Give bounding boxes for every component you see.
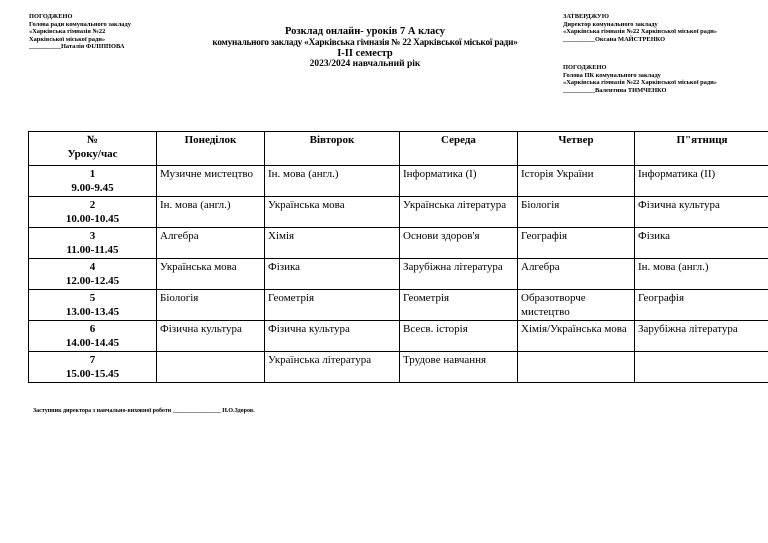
header-num-symbol: №: [86, 134, 99, 146]
approval-left-heading: ПОГОДЖЕНО: [29, 13, 73, 20]
table-cell: [635, 352, 768, 383]
approval-left-position: Голова ради комунального закладу: [29, 20, 131, 28]
table-header-row: [29, 132, 768, 166]
table-cell: Фізика: [635, 228, 768, 259]
title-line-1: Розклад онлайн- уроків 7 А класу: [284, 26, 446, 37]
approval-right-signature: __________Оксана МАЙСТРЕНКО: [563, 35, 666, 43]
table-row: [29, 259, 768, 290]
approval-left-signature: __________Наталія ФІЛІППОВА: [29, 43, 125, 51]
table-cell: [518, 352, 635, 383]
lesson-number: 2: [89, 199, 96, 211]
lesson-number-cell: [29, 166, 157, 197]
lesson-number-cell: [29, 228, 157, 259]
table-cell: Біологія: [518, 197, 635, 228]
lesson-number: 6: [89, 323, 96, 335]
header-monday: Понеділок: [157, 132, 265, 166]
lesson-time: 12.00-12.45: [65, 275, 120, 287]
lesson-time: 9.00-9.45: [71, 182, 114, 194]
table-row: [29, 166, 768, 197]
table-row: [29, 228, 768, 259]
table-cell: Зарубіжна література: [400, 259, 518, 290]
table-cell: Геометрія: [265, 290, 400, 321]
table-cell: Музичне мистецтво: [157, 166, 265, 197]
title-line-4: 2023/2024 навчальний рік: [309, 59, 421, 69]
lesson-number: 4: [89, 261, 96, 273]
approval-right-position: Директор комунального закладу: [563, 20, 658, 28]
header-num-label: Уроку/час: [67, 148, 118, 160]
table-cell: Ін. мова (англ.): [635, 259, 768, 290]
approval-right-institution: «Харківська гімназія №22 Харківської міської ради»: [563, 28, 717, 36]
lesson-time: 14.00-14.45: [65, 337, 120, 349]
lesson-number: 1: [89, 168, 96, 180]
header-friday: П"ятниця: [635, 132, 768, 166]
approval-right-block: [563, 13, 717, 43]
header-lesson-number: [29, 132, 157, 166]
lesson-time: 11.00-11.45: [66, 244, 119, 256]
table-cell: Інформатика (ІІ): [635, 166, 768, 197]
table-row: [29, 352, 768, 383]
table-cell: Фізична культура: [265, 321, 400, 352]
table-cell: Алгебра: [518, 259, 635, 290]
lesson-time: 13.00-13.45: [65, 306, 120, 318]
approval-left-institution: «Харківська гімназія №22: [29, 28, 106, 36]
header-thursday: Четвер: [518, 132, 635, 166]
lesson-number-cell: [29, 290, 157, 321]
table-cell: Фізична культура: [157, 321, 265, 352]
header-tuesday: Вівторок: [265, 132, 400, 166]
lesson-number: 3: [89, 230, 96, 242]
table-row: [29, 321, 768, 352]
deputy-director-signature: Заступник директора з навчально-виховної роботи ________________ Н.О.Здоров.: [33, 408, 255, 414]
table-cell: Історія України: [518, 166, 635, 197]
lesson-number-cell: [29, 259, 157, 290]
table-cell: Ін. мова (англ.): [157, 197, 265, 228]
lesson-number-cell: [29, 197, 157, 228]
table-cell: Зарубіжна література: [635, 321, 768, 352]
agreed-right-institution: «Харківська гімназія №22 Харківської міської ради»: [563, 79, 717, 87]
header-wednesday: Середа: [400, 132, 518, 166]
agreed-right-position: Голова ПК комунального закладу: [563, 71, 661, 79]
lesson-number-cell: [29, 321, 157, 352]
table-cell: Географія: [635, 290, 768, 321]
agreed-right-signature: __________Валентина ТИМЧЕНКО: [563, 86, 667, 94]
table-cell: Географія: [518, 228, 635, 259]
lesson-time: 10.00-10.45: [65, 213, 120, 225]
lesson-time: 15.00-15.45: [65, 368, 120, 380]
table-cell: Алгебра: [157, 228, 265, 259]
table-cell: Геометрія: [400, 290, 518, 321]
table-cell: Інформатика (І): [400, 166, 518, 197]
table-cell: Українська мова: [157, 259, 265, 290]
table-cell: Хімія/Українська мова: [518, 321, 635, 352]
lesson-number-cell: [29, 352, 157, 383]
table-cell: Українська література: [400, 197, 518, 228]
agreed-right-heading: ПОГОДЖЕНО: [563, 64, 607, 71]
lesson-number: 5: [89, 292, 96, 304]
table-cell: Всесв. історія: [400, 321, 518, 352]
table-cell: Фізика: [265, 259, 400, 290]
table-cell: Основи здоров'я: [400, 228, 518, 259]
table-cell: Фізична культура: [635, 197, 768, 228]
agreed-right-block: [563, 64, 717, 94]
table-cell: Біологія: [157, 290, 265, 321]
table-cell: Хімія: [265, 228, 400, 259]
table-row: [29, 197, 768, 228]
table-cell: Трудове навчання: [400, 352, 518, 383]
schedule-table: [28, 131, 768, 383]
title-line-2: комунального закладу «Харківська гімназія № 22 Харківської міської ради»: [212, 37, 518, 47]
table-cell: [157, 352, 265, 383]
approval-right-heading: ЗАТВЕРДЖУЮ: [563, 13, 609, 20]
table-row: [29, 290, 768, 321]
title-line-3: І-ІІ семестр: [337, 48, 393, 59]
table-cell: Українська література: [265, 352, 400, 383]
lesson-number: 7: [89, 354, 96, 366]
approval-left-council: Харківської міської ради»: [29, 35, 106, 43]
approval-left-block: [29, 13, 131, 51]
table-cell: Ін. мова (англ.): [265, 166, 400, 197]
table-cell: Образотворче мистецтво: [518, 290, 635, 321]
document-title: [140, 26, 590, 70]
table-cell: Українська мова: [265, 197, 400, 228]
